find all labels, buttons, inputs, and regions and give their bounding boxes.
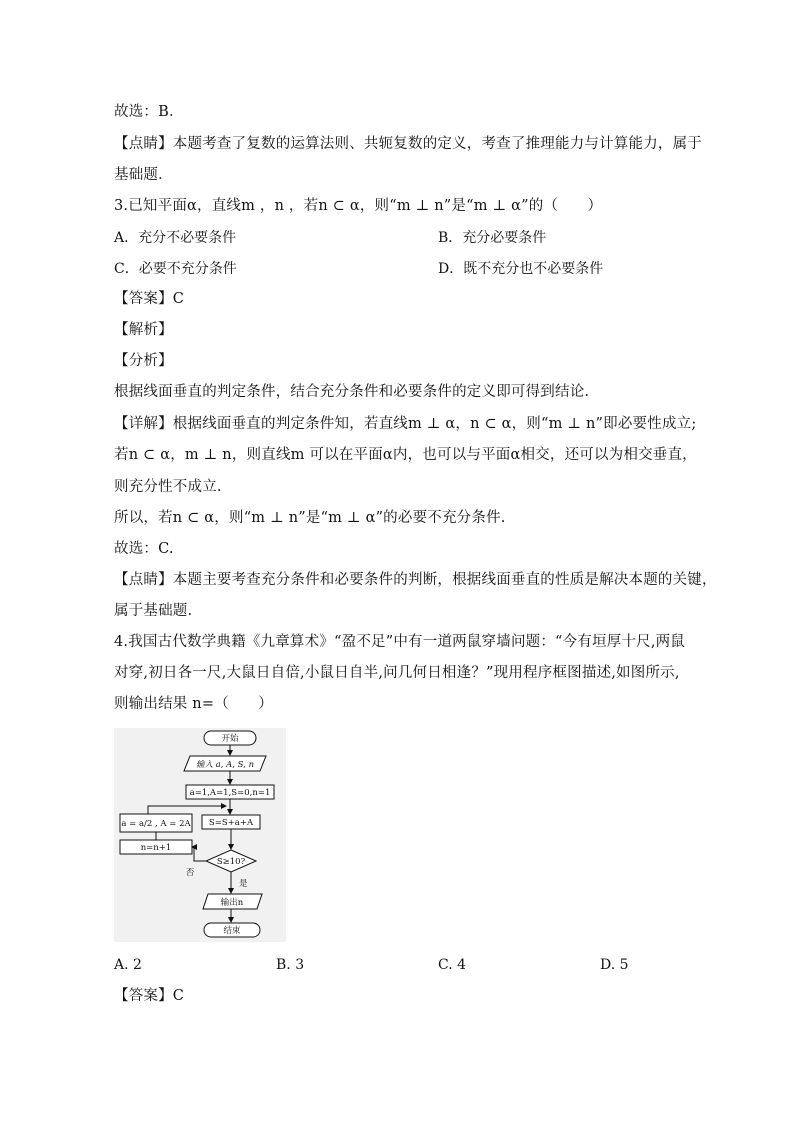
question-3-stem: 3.已知平面α，直线m ，n ，若n ⊂ α，则“m ⊥ n”是“m ⊥ α”的（ ） [114, 198, 603, 214]
question-4-stem: 则输出结果 n=（ ） [114, 696, 273, 712]
flow-output-label: 输出n [220, 898, 244, 908]
answer-label: 【答案】C [114, 988, 185, 1004]
detail-line: 所以，若n ⊂ α，则“m ⊥ n”是“m ⊥ α”的必要不充分条件. [114, 510, 506, 526]
detail-line: 则充分性不成立. [114, 479, 222, 495]
text-line: 根据线面垂直的判定条件，结合充分条件和必要条件的定义即可得到结论. [114, 384, 590, 400]
comment-line: 属于基础题. [114, 603, 193, 619]
flow-update-label: a = a/2 , A = 2A [121, 819, 191, 829]
detail-line: 若n ⊂ α，m ⊥ n，则直线m 可以在平面α内，也可以与平面α相交，还可以为相交垂直， [114, 447, 697, 463]
reasoning-label: 【分析】 [114, 353, 173, 369]
flow-start-label: 开始 [221, 734, 239, 744]
q4-option-d: D. 5 [600, 957, 629, 973]
flow-increment-label: n=n+1 [140, 843, 172, 853]
q4-option-a: A. 2 [114, 957, 142, 973]
q3-option-b: B．充分必要条件 [438, 230, 547, 246]
flow-end-label: 结束 [223, 926, 241, 936]
text-line: 基础题． [114, 167, 173, 183]
flow-init-label: a=1,A=1,S=0,n=1 [189, 788, 271, 798]
flow-no-label: 否 [185, 868, 195, 878]
flowchart-figure [114, 728, 286, 942]
flow-condition-label: S≥10? [216, 857, 246, 867]
q3-option-d: D．既不充分也不必要条件 [438, 261, 604, 277]
detail-line: 【详解】根据线面垂直的判定条件知，若直线m ⊥ α，n ⊂ α，则“m ⊥ n”即必要性成立; [114, 416, 697, 432]
analysis-label: 【解析】 [114, 322, 173, 338]
question-4-stem: 4.我国古代数学典籍《九章算术》“盈不足”中有一道两鼠穿墙问题：“今有垣厚十尺,两鼠 [114, 634, 686, 650]
flow-yes-label: 是 [239, 879, 248, 889]
flow-input-label: 输入 a, A, S, n [195, 760, 255, 770]
q4-option-b: B. 3 [276, 957, 305, 973]
answer-label: 【答案】C [114, 291, 185, 307]
flow-sum-label: S=S+a+A [208, 818, 254, 828]
text-line: 故选：C. [114, 541, 174, 557]
text-line: 【点睛】本题考查了复数的运算法则、共轭复数的定义，考查了推理能力与计算能力，属于 [114, 136, 702, 152]
q3-option-c: C．必要不充分条件 [114, 261, 237, 277]
question-4-stem: 对穿,初日各一尺,大鼠日自倍,小鼠日自半,问几何日相逢？”现用程序框图描述,如图所示, [114, 665, 680, 681]
q3-option-a: A．充分不必要条件 [114, 230, 237, 246]
q4-option-c: C. 4 [438, 957, 467, 973]
comment-line: 【点睛】本题主要考查充分条件和必要条件的判断，根据线面垂直的性质是解决本题的关键， [114, 572, 717, 588]
text-line: 故选：B． [114, 104, 184, 120]
